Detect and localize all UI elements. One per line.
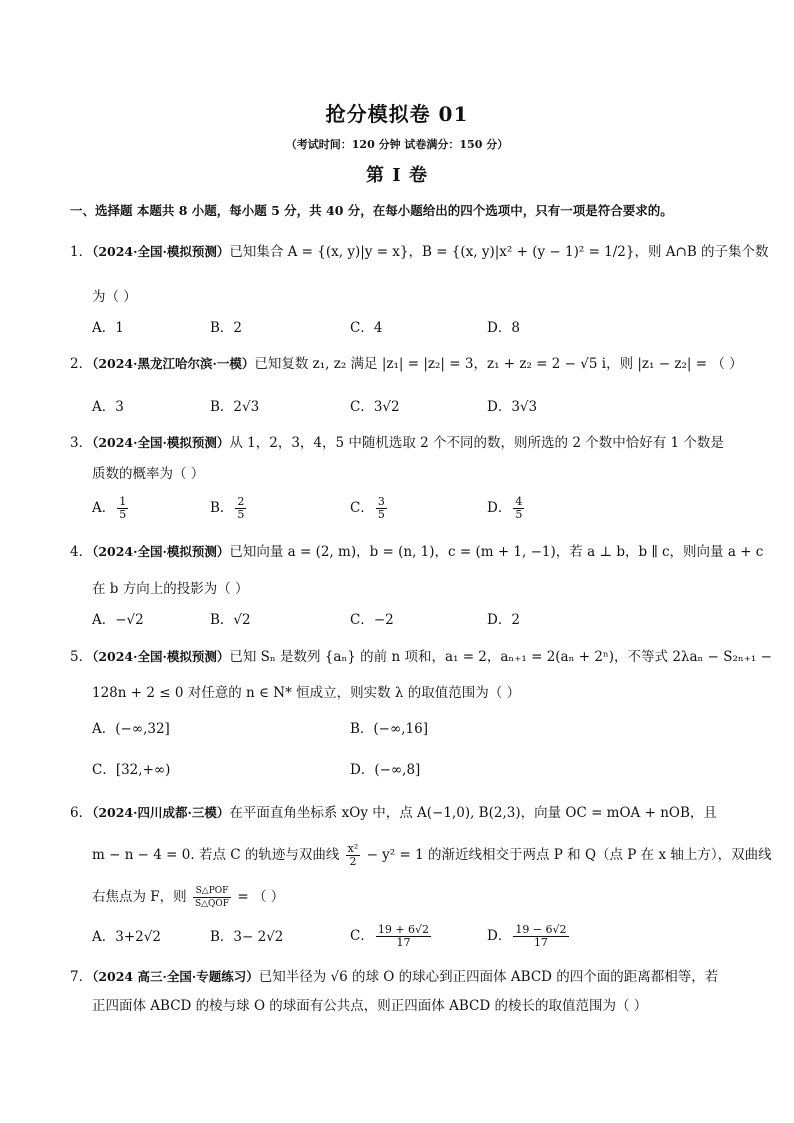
- question-text: 在平面直角坐标系 xOy 中，点 A(−1,0), B(2,3)，向量 OC = mOA + nOB，且: [229, 805, 717, 821]
- question-number: 5．: [70, 649, 93, 665]
- question-text: 已知复数 z₁, z₂ 满足 |z₁| = |z₂| = 3，z₁ + z₂ = 2 − √5 i，则 |z₁ − z₂| = （ ）: [254, 356, 743, 372]
- question-4-line-1: [70, 542, 763, 562]
- q2-option-d: D．3√3: [487, 399, 538, 415]
- q5-option-d: D．(−∞,8]: [350, 762, 421, 778]
- question-1-line-1: [70, 242, 769, 262]
- q6-option-b: B．3− 2√2: [210, 929, 284, 945]
- q2-option-c: C．3√2: [350, 399, 400, 415]
- question-text: 已知集合 A = {(x, y)|y = x}，B = {(x, y)|x² + (y − 1)² = 1/2}，则 A∩B 的子集个数: [229, 244, 769, 260]
- question-number: 6．: [70, 805, 93, 821]
- question-text: 已知 Sₙ 是数列 {aₙ} 的前 n 项和，a₁ = 2，aₙ₊₁ = 2(aₙ + 2ⁿ)，不等式 2λaₙ − S₂ₙ₊₁ −: [229, 649, 772, 665]
- question-2-line-1: [70, 354, 743, 374]
- question-source: （2024·四川成都·三模）: [92, 805, 230, 820]
- question-number: 2．: [70, 356, 93, 372]
- q1-option-c: C．4: [350, 320, 383, 336]
- question-source: （2024·黑龙江哈尔滨·一模）: [92, 356, 255, 371]
- instructions: 一、选择题 本题共 8 小题，每小题 5 分，共 40 分，在每小题给出的四个选项中，只有一项是符合要求的。: [70, 203, 673, 218]
- question-3-line-2: 质数的概率为（ ）: [92, 466, 205, 482]
- question-3-line-1: [70, 433, 724, 453]
- q3-option-d: D． $\frac{4}{5}$: [487, 495, 523, 521]
- hyperbola-fraction: $\frac{\text{x²}}{2}$: [347, 842, 359, 868]
- q2-option-a: A．3: [92, 399, 124, 415]
- q3-option-b: B． $\frac{2}{5}$: [210, 495, 245, 521]
- question-4-line-2: 在 b 方向上的投影为（ ）: [92, 581, 249, 597]
- question-6-line-1: [70, 803, 717, 823]
- question-source: （2024·全国·模拟预测）: [92, 435, 230, 450]
- question-5-line-1: [70, 647, 772, 667]
- question-text: 已知向量 a = (2, m)，b = (n, 1)，c = (m + 1, −1)，若 a ⊥ b，b ∥ c，则向量 a + c: [229, 544, 764, 560]
- q5-option-a: A．(−∞,32]: [92, 721, 170, 737]
- q6-option-d: D． $\frac{19 - 6√2}{17}$: [487, 923, 567, 949]
- question-number: 4．: [70, 544, 93, 560]
- question-number: 1．: [70, 244, 93, 260]
- section-heading: 第 I 卷: [366, 165, 428, 186]
- q3-option-c: C． $\frac{3}{5}$: [350, 495, 385, 521]
- question-5-line-2: 128n + 2 ≤ 0 对任意的 n ∈ N* 恒成立，则实数 λ 的取值范围为（ ）: [92, 685, 521, 701]
- exam-title: 抢分模拟卷 01: [325, 102, 469, 126]
- q6-option-a: A．3+2√2: [92, 929, 161, 945]
- question-7-line-2: 正四面体 ABCD 的棱与球 O 的球面有公共点，则正四面体 ABCD 的棱长的取值范围为（ ）: [92, 998, 648, 1014]
- question-source: （2024 高三·全国·专题练习）: [92, 969, 259, 984]
- question-6-line-2: m − n − 4 = 0. 若点 C 的轨迹与双曲线 $\frac{\text{x²}}{2}$ − y² = 1 的渐近线相交于两点 P 和 Q（点 P 在 x 轴上方），双曲线: [92, 842, 772, 868]
- question-number: 7．: [70, 969, 93, 985]
- q4-option-a: A．−√2: [92, 612, 144, 628]
- q5-option-c: C．[32,+∞): [92, 762, 171, 778]
- question-number: 3．: [70, 435, 93, 451]
- question-1-line-2: 为（ ）: [92, 289, 137, 305]
- q2-option-b: B．2√3: [210, 399, 260, 415]
- q1-option-a: A．1: [92, 320, 124, 336]
- question-text: 从 1，2，3，4，5 中随机选取 2 个不同的数，则所选的 2 个数中恰好有 1 个数是: [229, 435, 724, 451]
- question-text: 已知半径为 √6 的球 O 的球心到正四面体 ABCD 的四个面的距离都相等，若: [258, 969, 719, 985]
- exam-subtitle: （考试时间：120 分钟 试卷满分：150 分）: [285, 138, 509, 151]
- area-ratio-fraction: $\frac{\text{S△POF}}{\text{S△QOF}}$: [194, 886, 230, 909]
- q4-option-d: D．2: [487, 612, 520, 628]
- q4-option-c: C．−2: [350, 612, 394, 628]
- question-source: （2024·全国·模拟预测）: [92, 649, 230, 664]
- question-source: （2024·全国·模拟预测）: [92, 244, 230, 259]
- q1-option-d: D．8: [487, 320, 520, 336]
- q3-option-a: A． $\frac{1}{5}$: [92, 495, 127, 521]
- q4-option-b: B．√2: [210, 612, 251, 628]
- q6-option-c: C． $\frac{19 + 6√2}{17}$: [350, 923, 430, 949]
- question-6-line-3: 右焦点为 F，则 $\frac{\text{S△POF}}{\text{S△QOF}}$ = （ ）: [92, 886, 285, 909]
- question-7-line-1: [70, 967, 718, 987]
- question-source: （2024·全国·模拟预测）: [92, 544, 230, 559]
- q5-option-b: B．(−∞,16]: [350, 721, 428, 737]
- q1-option-b: B．2: [210, 320, 243, 336]
